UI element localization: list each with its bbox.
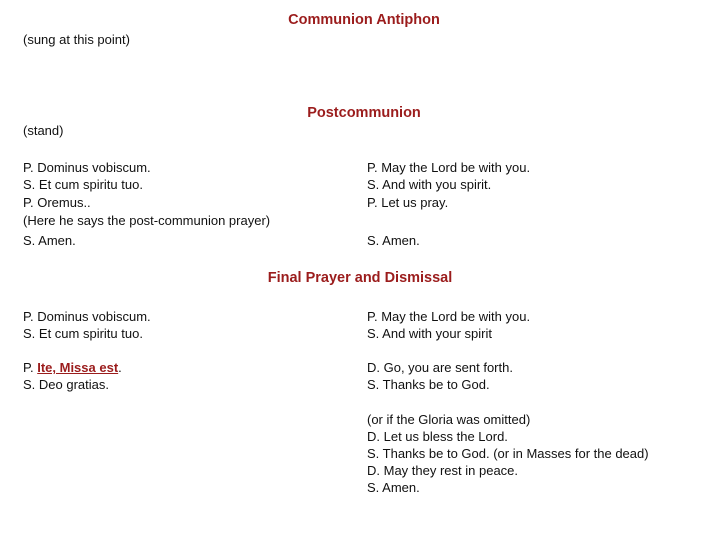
latin-line: P. Dominus vobiscum. bbox=[23, 309, 151, 324]
postcommunion-note: (stand) bbox=[23, 123, 64, 138]
communion-antiphon-heading: Communion Antiphon bbox=[288, 12, 440, 28]
latin-line: P. Oremus.. bbox=[23, 195, 91, 210]
alternate-line: D. Let us bless the Lord. bbox=[367, 429, 508, 444]
english-line: S. And with your spirit bbox=[367, 326, 492, 341]
ite-missa-est-link[interactable]: Ite, Missa est bbox=[37, 360, 119, 375]
latin-line: P. Dominus vobiscum. bbox=[23, 160, 151, 175]
latin-line: S. Amen. bbox=[23, 233, 76, 248]
latin-line: S. Et cum spiritu tuo. bbox=[23, 326, 143, 341]
english-line: D. Go, you are sent forth. bbox=[367, 360, 513, 375]
english-line: S. And with you spirit. bbox=[367, 177, 492, 192]
english-line: P. May the Lord be with you. bbox=[367, 160, 531, 175]
communion-note: (sung at this point) bbox=[23, 32, 130, 47]
alternate-line: S. Amen. bbox=[367, 480, 420, 495]
latin-line: (Here he says the post-communion prayer) bbox=[23, 213, 271, 228]
ite-prefix: P. bbox=[23, 360, 38, 375]
english-line: S. Amen. bbox=[367, 233, 420, 248]
ite-suffix: . bbox=[118, 360, 122, 375]
english-line: S. Thanks be to God. bbox=[367, 377, 490, 392]
latin-line: S. Et cum spiritu tuo. bbox=[23, 177, 143, 192]
ite-missa-est-line bbox=[23, 360, 122, 376]
postcommunion-heading: Postcommunion bbox=[307, 105, 421, 121]
english-line: P. Let us pray. bbox=[367, 195, 449, 210]
alternate-line: S. Thanks be to God. (or in Masses for the dead) bbox=[367, 446, 649, 461]
alternate-line: D. May they rest in peace. bbox=[367, 463, 519, 478]
alternate-line: (or if the Gloria was omitted) bbox=[367, 412, 531, 427]
latin-line: S. Deo gratias. bbox=[23, 377, 109, 392]
dismissal-heading: Final Prayer and Dismissal bbox=[267, 270, 453, 286]
english-line: P. May the Lord be with you. bbox=[367, 309, 531, 324]
